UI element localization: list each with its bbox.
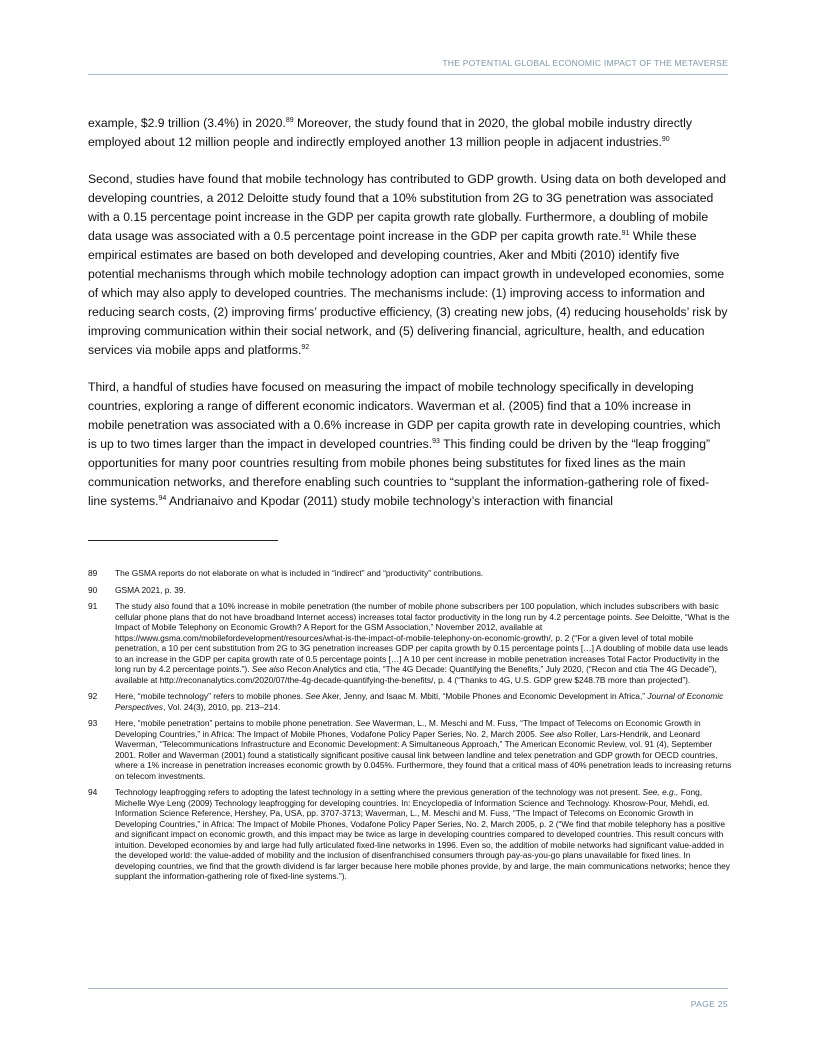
footnote-number: 89 <box>88 568 98 578</box>
header-rule <box>88 74 728 75</box>
footnote-text: The study also found that a 10% increase in mobile penetration (the number of mobile phone subscribers per 100 population, which includes subscribers with basic cellular phone plans that do not have broadband Internet access) increases total factor productivity in the long run by 4.2 percentage points. See Deloitte, “What is the Impact of Mobile Telephony on Economic Growth? A Report for the GSM Association,” November 2012, available at https://www.gsma.com/mobilefordevelopment/resources/what-is-the-impact-of-mobile-telephony-on-economic-growth/, p. 2 (“For a given level of total mobile penetration, a 10 per cent substitution from 2G to 3G penetration increases GDP per capita growth by 0.15 percentage points […] A doubling of mobile data use leads to an increase in the GDP per capita growth rate of 0.5 percentage points […] A 10 per cent increase in mobile penetration increases Total Factor Productivity in the long run by 4.2 percentage points.”). See also Recon Analytics and ctia, “The 4G Decade: Quantifying the Benefits,” July 2020, (“Recon and ctia The 4G Decade”), available at http://reconanalytics.com/2020/07/the-4g-decade-quantifying-the-benefits/, p. 4 (“Thanks to 4G, U.S. GDP grew $248.7B more than projected”). <box>115 601 730 685</box>
footnote-ref-93[interactable]: 93 <box>432 437 440 445</box>
footnote-number: 94 <box>88 787 98 797</box>
page-number: PAGE 25 <box>690 999 728 1009</box>
footnote-ref-90[interactable]: 90 <box>661 135 670 143</box>
paragraph-3: Third, a handful of studies have focused on measuring the impact of mobile technology specifically in developing countries, exploring a range of different economic indicators. Waverman et al. (2005) find that a 10% increase in mobile penetration was associated with a 0.6% increase in GDP per capita growth rate in developing countries, which is up to two times larger than the impact in developed countries.$^{93}$ This finding could be driven by the “leap frogging” opportunities for many poor countries resulting from mobile phones being substitutes for fixed lines as the main communication networks, and therefore enabling such countries to “supplant the information-gathering role of fixed-line systems.$^{94}$ Andrianaivo and Kpodar (2011) study mobile technology’s interaction with financial <box>88 380 721 508</box>
footnote-number: 91 <box>88 601 98 611</box>
body-text <box>88 114 728 529</box>
footnote-separator <box>88 540 278 541</box>
footnote-text: GSMA 2021, p. 39. <box>115 584 186 595</box>
footnote-ref-92[interactable]: 92 <box>301 343 310 351</box>
paragraph-1: example, $2.9 trillion (3.4%) in 2020.89 Moreover, the study found that in 2020, the global mobile industry directly employed about 12 million people and indirectly employed another 13 million people in adjacent industries.$^{90}$ <box>88 116 692 149</box>
footer-rule <box>88 988 728 989</box>
footnote-ref-91[interactable]: 91 <box>621 229 630 237</box>
footnote-number: 93 <box>88 718 98 728</box>
footnote-94 <box>88 787 732 882</box>
footnote-text: Here, “mobile penetration” pertains to mobile phone penetration. See Waverman, L., M. Meschi and M. Fuss, “The Impact of Telecoms on Economic Growth in Developing Countries,” in Africa: The Impact of Mobile Phones, Vodafone Policy Paper Series, No. 2, March 2005. See also Roller, Lars-Hendrik, and Leonard Waverman, “Telecommunications Infrastructure and Economic Development: A Simultaneous Approach,” The American Economic Review, vol. 91 (4), September 2001. Roller and Waverman (2001) found a statistically significant positive causal link between landline and telex penetration and GDP growth for OECD countries, where a 1% increase in penetration increases economic growth by 0.045%. Furthermore, they found that a critical mass of 40% penetration leads to increasing returns on telecom investments. <box>115 718 732 781</box>
footnote-91 <box>88 601 732 685</box>
running-header: THE POTENTIAL GLOBAL ECONOMIC IMPACT OF THE METAVERSE <box>442 58 728 68</box>
footnote-ref-94[interactable]: 94 <box>158 494 167 502</box>
footnote-90 <box>88 585 732 596</box>
footnotes <box>88 568 732 888</box>
footnote-92 <box>88 691 732 712</box>
footnote-ref-89[interactable]: 89 <box>285 116 294 124</box>
footnote-89 <box>88 568 732 579</box>
footnote-text: The GSMA reports do not elaborate on what is included in “indirect” and “productivity” contributions. <box>115 568 484 578</box>
footnote-text: Here, “mobile technology” refers to mobile phones. See Aker, Jenny, and Isaac M. Mbiti, “Mobile Phones and Economic Development in Africa,” Journal of Economic Perspectives, Vol. 24(3), 2010, pp. 213–214. <box>115 691 724 712</box>
footnote-number: 92 <box>88 691 98 701</box>
footnote-text: Technology leapfrogging refers to adopting the latest technology in a setting where the previous generation of the technology was not present. See, e.g., Fong, Michelle Wye Leng (2009) Technology leapfrogging for developing countries. In: Encyclopedia of Information Science and Technology. Khosrow-Pour, Mehdi, ed. Information Science Reference, Hershey, Pa, USA, pp. 3707-3713; Waverman, L., M. Meschi and M. Fuss, “The Impact of Telecoms on Economic Growth in Developing Countries,” in Africa: The Impact of Mobile Phones, Vodafone Policy Paper Series, No. 2, March 2005, p. 2 (“We find that mobile telephony has a positive and significant impact on economic growth, and this impact may be twice as large in developing countries compared to developed countries. This result concurs with intuition. Developed economies by and large had fully articulated fixed-line networks in 1996. Even so, the addition of mobile networks had significant value-added in the developed world: the value-added of mobility and the inclusion of disenfranchised consumers through pay-as-you-go plans unavailable for fixed lines. In developing countries, we find that the growth dividend is far larger because here mobile phones provide, by and large, the main communications networks; hence they supplant the information-gathering role of fixed-line systems.”). <box>115 787 730 881</box>
footnote-number: 90 <box>88 584 98 595</box>
footnote-93 <box>88 718 732 781</box>
paragraph-2: Second, studies have found that mobile technology has contributed to GDP growth. Using data on both developed and developing countries, a 2012 Deloitte study found that a 10% substitution from 2G to 3G penetration was associated with a 0.15 percentage point increase in the GDP per capita growth rate globally. Furthermore, a doubling of mobile data usage was associated with a 0.5 percentage point increase in the GDP per capita growth rate.$^{91}$ While these empirical estimates are based on both developed and developing countries, Aker and Mbiti (2010) identify five potential mechanisms through which mobile technology adoption can impact growth in undeveloped economies, some of which may also apply to developed countries. The mechanisms include: (1) improving access to information and reducing search costs, (2) improving firms’ productive efficiency, (3) creating new jobs, (4) reducing households’ risk by improving communication within their social network, and (5) delivering financial, agriculture, health, and education services via mobile apps and platforms.$^{92}$ <box>88 172 728 357</box>
